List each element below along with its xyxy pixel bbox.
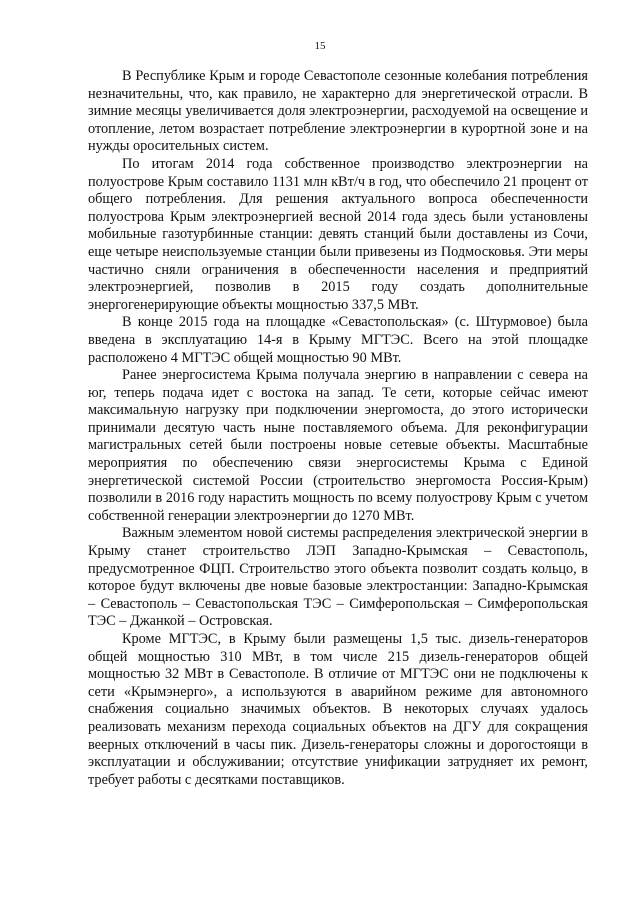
paragraph-diesel-generators: Кроме МГТЭС, в Крыму были размещены 1,5 тыс. дизель-генераторов общей мощностью 310 МВт, в том числе 215 дизель-генераторов общей мощностью 32 МВт в Севастополе. В отличие от МГТЭС они не подключены к сети «Крымэнерго», а используются в аварийном режиме для автономного снабжения социально значимых объектов. В некоторых случаях удалось реализовать механизм перехода социальных объектов на ДГУ для сокращения веерных отключений в часы пик. Дизель-генераторы сложны и дорогостоящи в эксплуатации и обслуживании; отсутствие унификации затрудняет их ремонт, требует работы с десятками поставщиков.	[88, 631, 588, 788]
paragraph-power-line-ring: Важным элементом новой системы распределения электрической энергии в Крыму станет строительство ЛЭП Западно-Крымская – Севастополь, предусмотренное ФЦП. Строительство этого объекта позволит создать кольцо, в которое будут включены две новые базовые электростанции: Западно-Крымская – Севастополь – Севастопольская ТЭС – Симферопольская – Симферопольская ТЭС – Джанкой – Островская.	[88, 525, 588, 630]
paragraph-2014-production: По итогам 2014 года собственное производство электроэнергии на полуострове Крым составило 1131 млн кВт/ч в год, что обеспечило 21 процент от общего потребления. Для решения актуального вопроса обеспеченности полуострова Крым электроэнергией весной 2014 года здесь были установлены мобильные газотурбинные станции: девять станций были доставлены из Сочи, еще четыре неиспользуемые станции были привезены из Подмосковья. Эти меры частично сняли ограничения в обеспеченности населения и предприятий электроэнергией, позволив в 2015 году создать дополнительные энергогенерирующие объекты мощностью 337,5 МВт.	[88, 155, 588, 313]
document-body	[88, 68, 588, 789]
paragraph-energy-direction: Ранее энергосистема Крыма получала энергию в направлении с севера на юг, теперь подача идет с востока на запад. Те сети, которые сейчас имеют максимальную нагрузку при подключении энергомоста, до этого исторически принимали десятую часть ныне поставляемого объема. Для реконфигурации магистральных сетей были построены новые сетевые объекты. Масштабные мероприятия по обеспечению связи энергосистемы Крыма с Единой энергетической системой России (строительство энергомоста Россия-Крым) позволили в 2016 году нарастить мощность по всему полуострову Крым с учетом собственной генерации электроэнергии до 1270 МВт.	[88, 367, 588, 524]
paragraph-sevastopolskaya-site: В конце 2015 года на площадке «Севастопольская» (с. Штурмовое) была введена в эксплуатацию 14-я в Крыму МГТЭС. Всего на этой площадке расположено 4 МГТЭС общей мощностью 90 МВт.	[88, 314, 588, 366]
page-number: 15	[314, 40, 326, 52]
paragraph-seasonal-fluctuations: В Республике Крым и городе Севастополе сезонные колебания потребления незначительны, что, как правило, не характерно для энергетической отрасли. В зимние месяцы увеличивается доля электроэнергии, расходуемой на освещение и отопление, летом возрастает потребление электроэнергии в курортной зоне и на нужды оросительных систем.	[88, 68, 588, 155]
